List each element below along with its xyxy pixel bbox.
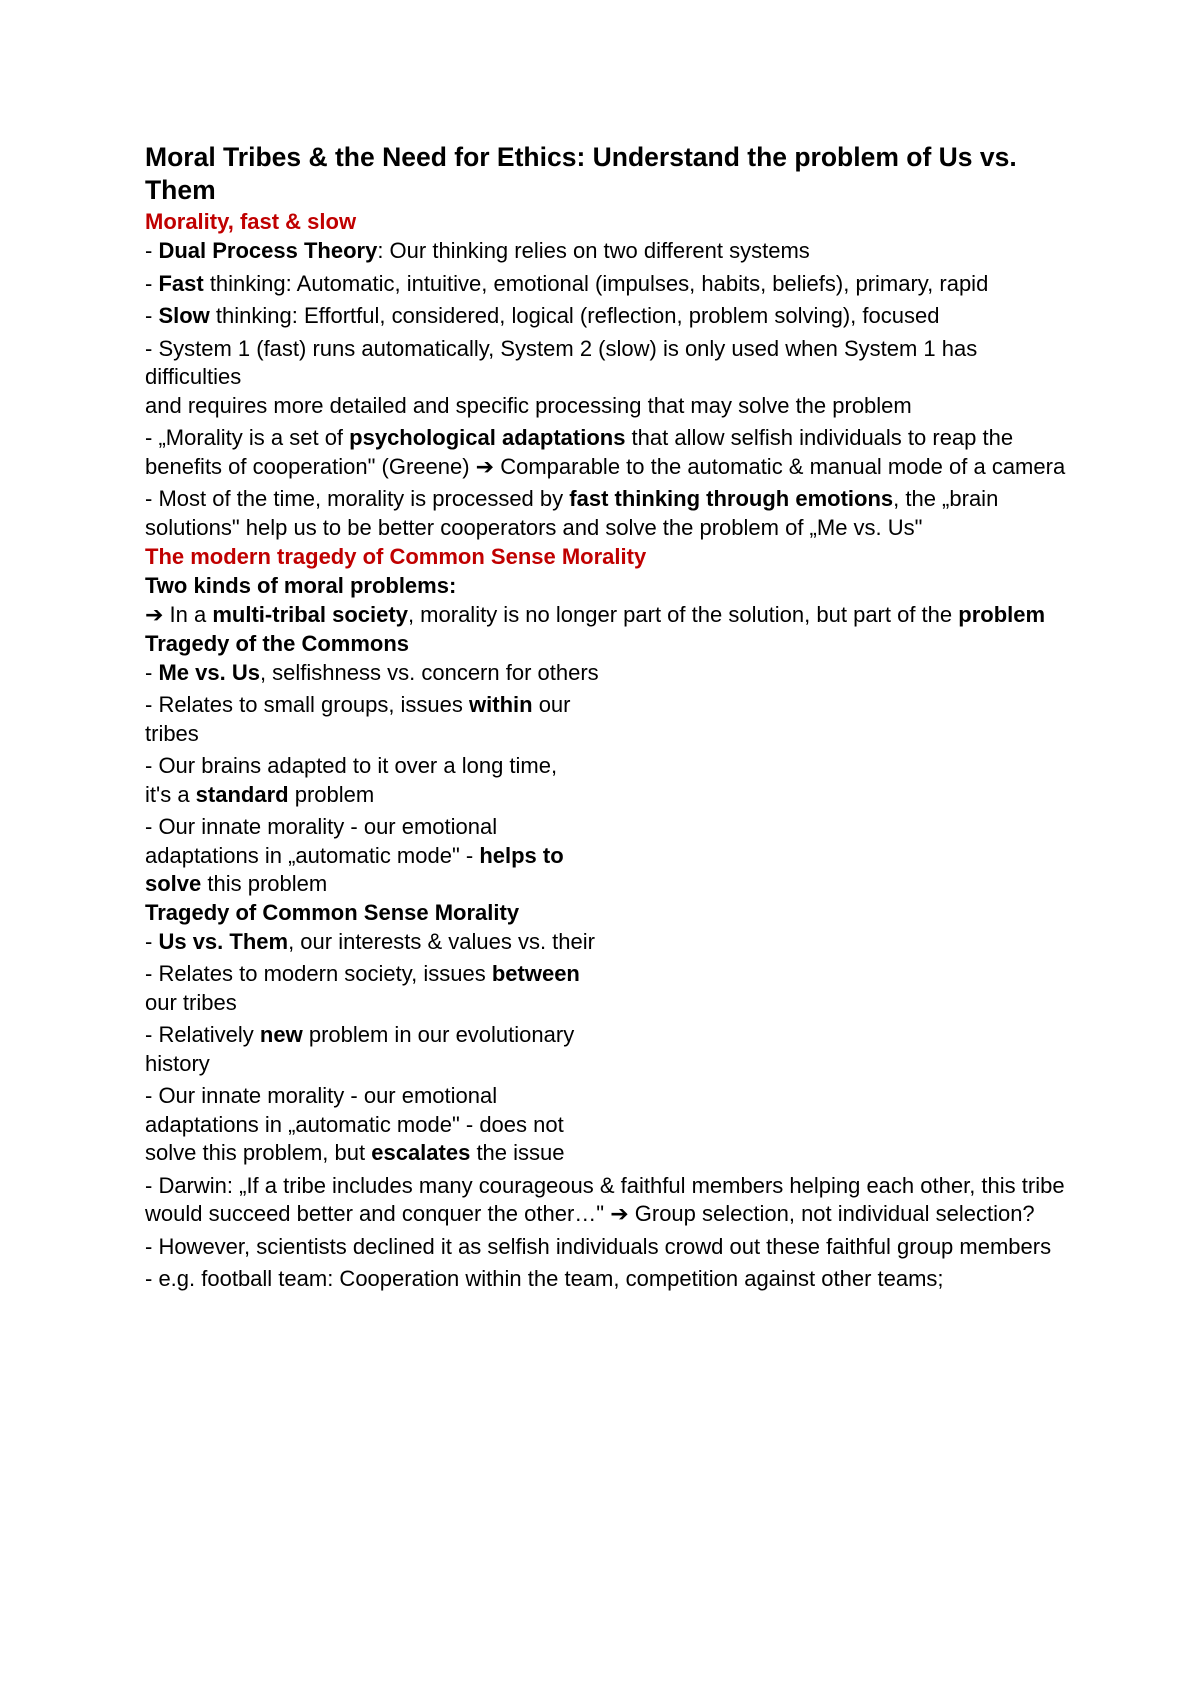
document-title: Moral Tribes & the Need for Ethics: Understand the problem of Us vs. Them	[145, 142, 1017, 205]
fast-thinking-line: - Fast thinking: Automatic, intuitive, emotional (impulses, habits, beliefs), primary, rapid	[145, 270, 989, 296]
brains-adapted-line: - Our brains adapted to it over a long time, it's a standard problem	[145, 753, 558, 807]
section-heading-modern-tragedy: The modern tragedy of Common Sense Morality	[145, 544, 647, 569]
innate-morality-helps-line: - Our innate morality - our emotional adaptations in „automatic mode" - helps to solve this problem	[145, 814, 564, 896]
system-1-2-line: - System 1 (fast) runs automatically, System 2 (slow) is only used when System 1 has difficulties and requires more detailed and specific processing that may solve the problem	[145, 335, 978, 418]
us-vs-them-line: - Us vs. Them, our interests & values vs. their	[145, 928, 595, 954]
slow-thinking-line: - Slow thinking: Effortful, considered, logical (reflection, problem solving), focused	[145, 303, 940, 328]
tragedy-csm-heading: Tragedy of Common Sense Morality	[145, 899, 520, 925]
modern-society-line: - Relates to modern society, issues between our tribes	[145, 961, 580, 1015]
football-team-line: - e.g. football team: Cooperation within the team, competition against other teams;	[145, 1266, 944, 1291]
small-groups-line: - Relates to small groups, issues within our tribes	[145, 692, 571, 746]
darwin-quote-line: - Darwin: „If a tribe includes many courageous & faithful members helping each other, this tribe would succeed better and conquer the other…" ➔ Group selection, not individual selection?	[145, 1172, 1065, 1226]
new-problem-line: - Relatively new problem in our evolutionary history	[145, 1022, 575, 1076]
tragedy-commons-heading: Tragedy of the Commons	[145, 630, 410, 656]
fast-thinking-emotions-line: - Most of the time, morality is processed by fast thinking through emotions, the „brain solutions" help us to be better cooperators and solve the problem of „Me vs. Us"	[145, 486, 999, 540]
two-kinds-subheading: Two kinds of moral problems:	[145, 573, 457, 598]
document-page	[145, 141, 1075, 1298]
morality-adaptations-line: - „Morality is a set of psychological adaptations that allow selfish individuals to reap the benefits of cooperation" (Greene) ➔ Comparable to the automatic & manual mode of a camera	[145, 425, 1066, 479]
multi-tribal-line: ➔ In a multi-tribal society, morality is no longer part of the solution, but part of the problem	[145, 602, 1046, 627]
dual-process-line: - Dual Process Theory: Our thinking relies on two different systems	[145, 238, 810, 263]
scientists-declined-line: - However, scientists declined it as selfish individuals crowd out these faithful group members	[145, 1233, 1052, 1259]
section-heading-morality-fast-slow: Morality, fast & slow	[145, 209, 357, 234]
me-vs-us-line: - Me vs. Us, selfishness vs. concern for others	[145, 659, 599, 685]
innate-morality-escalates-line: - Our innate morality - our emotional adaptations in „automatic mode" - does not solve this problem, but escalates the issue	[145, 1083, 565, 1165]
